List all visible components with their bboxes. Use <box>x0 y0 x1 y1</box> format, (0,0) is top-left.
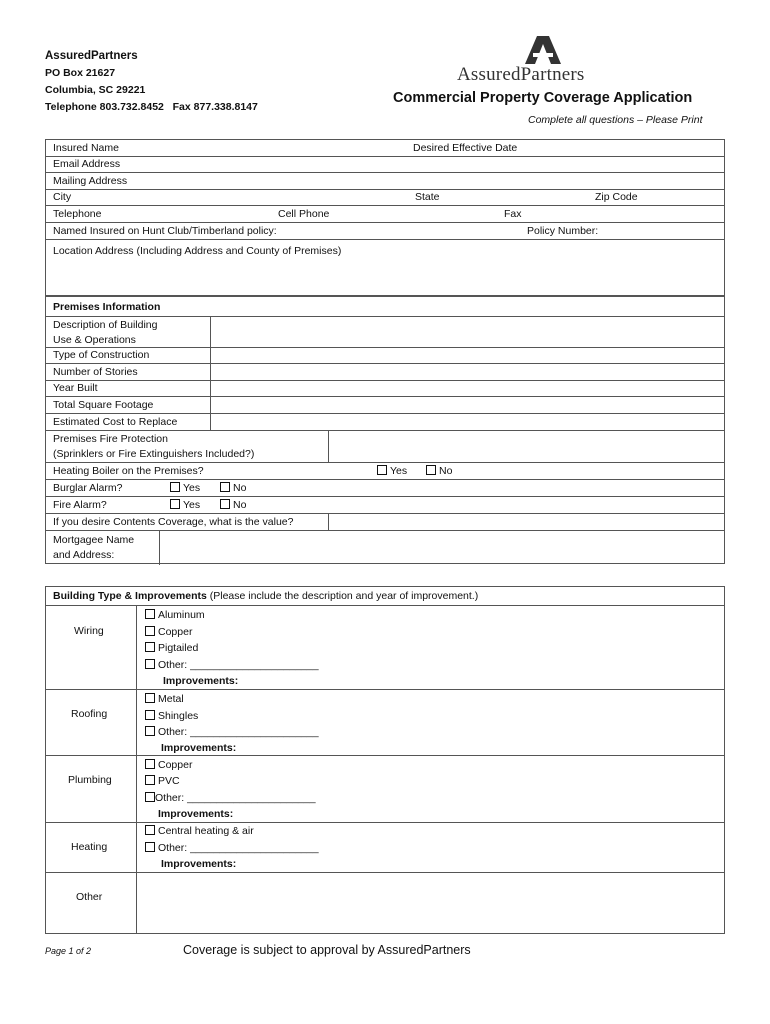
description-label-2: Use & Operations <box>53 334 136 346</box>
company-address-block <box>45 48 258 116</box>
burglar-label: Burglar Alarm? <box>53 482 123 494</box>
stories-row[interactable] <box>46 364 724 381</box>
wiring-option-pigtailed[interactable]: Pigtailed <box>145 642 198 655</box>
insured-name-row[interactable] <box>46 140 724 157</box>
burglar-no[interactable]: No <box>220 482 246 495</box>
building-heading: Building Type & Improvements (Please include the description and year of improvement.) <box>53 590 479 602</box>
mortgagee-label-1: Mortgagee Name <box>53 534 135 546</box>
form-title: Commercial Property Coverage Application <box>393 90 693 106</box>
checkbox-icon[interactable] <box>145 609 155 619</box>
plumbing-row <box>46 756 724 823</box>
checkbox-icon[interactable] <box>145 710 155 720</box>
checkbox-icon[interactable] <box>145 775 155 785</box>
company-po-box: PO Box 21627 <box>45 67 116 79</box>
checkbox-icon[interactable] <box>220 499 230 509</box>
telephone-label: Telephone <box>53 208 102 220</box>
fire-protection-label-1: Premises Fire Protection <box>53 433 168 445</box>
logo-mark-icon <box>523 36 563 66</box>
logo-text: AssuredPartners <box>457 64 585 85</box>
company-phone: Telephone 803.732.8452 Fax 877.338.8147 <box>45 101 258 113</box>
checkbox-icon[interactable] <box>377 465 387 475</box>
checkbox-icon[interactable] <box>145 626 155 636</box>
wiring-option-aluminum[interactable]: Aluminum <box>145 609 205 622</box>
wiring-option-copper[interactable]: Copper <box>145 626 192 639</box>
named-insured-row[interactable] <box>46 223 724 240</box>
checkbox-icon[interactable] <box>145 842 155 852</box>
plumbing-option-copper[interactable]: Copper <box>145 759 192 772</box>
construction-row[interactable] <box>46 348 724 364</box>
policy-number-label: Policy Number: <box>527 225 599 237</box>
cost-row[interactable] <box>46 414 724 431</box>
contents-row[interactable] <box>46 514 724 531</box>
plumbing-label: Plumbing <box>68 774 112 786</box>
fire-alarm-row <box>46 497 724 514</box>
stories-label: Number of Stories <box>53 366 138 378</box>
heating-label: Heating <box>71 841 108 853</box>
mailing-row[interactable] <box>46 173 724 190</box>
fire-alarm-label: Fire Alarm? <box>53 499 107 511</box>
zip-label: Zip Code <box>595 191 638 203</box>
checkbox-icon[interactable] <box>170 499 180 509</box>
footer-note: Coverage is subject to approval by AssuredPartners <box>183 943 471 957</box>
effective-date-label: Desired Effective Date <box>413 142 518 154</box>
other-row[interactable] <box>46 873 724 935</box>
plumbing-improvements-label: Improvements: <box>158 808 234 820</box>
heating-option-central[interactable]: Central heating & air <box>145 825 254 838</box>
description-label-1: Description of Building <box>53 319 158 331</box>
mailing-label: Mailing Address <box>53 175 128 187</box>
company-city: Columbia, SC 29221 <box>45 84 146 96</box>
year-built-row[interactable] <box>46 381 724 397</box>
year-built-label: Year Built <box>53 382 98 394</box>
checkbox-icon[interactable] <box>220 482 230 492</box>
checkbox-icon[interactable] <box>145 726 155 736</box>
premises-heading: Premises Information <box>53 301 161 313</box>
checkbox-icon[interactable] <box>145 693 155 703</box>
roofing-row <box>46 690 724 756</box>
roofing-option-shingles[interactable]: Shingles <box>145 710 198 723</box>
boiler-no[interactable]: No <box>426 465 452 478</box>
contents-label: If you desire Contents Coverage, what is the value? <box>53 516 294 528</box>
mortgagee-label-2: and Address: <box>53 549 115 561</box>
checkbox-icon[interactable] <box>145 642 155 652</box>
sqft-label: Total Square Footage <box>53 399 154 411</box>
checkbox-icon[interactable] <box>145 792 155 802</box>
heating-improvements-label: Improvements: <box>161 858 237 870</box>
fire-alarm-no[interactable]: No <box>220 499 246 512</box>
fire-alarm-yes[interactable]: Yes <box>170 499 200 512</box>
named-insured-label: Named Insured on Hunt Club/Timberland policy: <box>53 225 277 237</box>
email-label: Email Address <box>53 158 121 170</box>
telephone-row[interactable] <box>46 206 724 223</box>
burglar-row <box>46 480 724 497</box>
wiring-improvements-label: Improvements: <box>163 675 239 687</box>
premises-section <box>45 296 725 564</box>
email-row[interactable] <box>46 157 724 173</box>
building-type-section <box>45 586 725 934</box>
page-number: Page 1 of 2 <box>45 946 92 956</box>
city-row[interactable] <box>46 190 724 206</box>
state-label: State <box>415 191 440 203</box>
boiler-row <box>46 463 724 480</box>
heating-row <box>46 823 724 873</box>
boiler-label: Heating Boiler on the Premises? <box>53 465 204 477</box>
burglar-yes[interactable]: Yes <box>170 482 200 495</box>
fax-label: Fax <box>504 208 522 220</box>
mortgagee-row[interactable] <box>46 531 724 565</box>
location-label: Location Address (Including Address and County of Premises) <box>53 245 342 257</box>
checkbox-icon[interactable] <box>426 465 436 475</box>
checkbox-icon[interactable] <box>145 659 155 669</box>
heating-option-other[interactable]: Other: ______________________ <box>145 842 319 855</box>
checkbox-icon[interactable] <box>145 759 155 769</box>
wiring-row <box>46 606 724 690</box>
roofing-improvements-label: Improvements: <box>161 742 237 754</box>
insured-name-label: Insured Name <box>53 142 119 154</box>
construction-label: Type of Construction <box>53 349 150 361</box>
roofing-option-metal[interactable]: Metal <box>145 693 184 706</box>
location-row[interactable] <box>46 240 724 297</box>
roofing-label: Roofing <box>71 708 108 720</box>
form-subtitle: Complete all questions – Please Print <box>528 114 703 126</box>
building-heading-row <box>46 587 724 606</box>
boiler-yes[interactable]: Yes <box>377 465 407 478</box>
plumbing-option-other[interactable]: Other: ______________________ <box>145 792 316 805</box>
insured-info-section <box>45 139 725 296</box>
cost-label: Estimated Cost to Replace <box>53 416 178 428</box>
premises-heading-row <box>46 297 724 317</box>
fire-protection-row[interactable] <box>46 431 724 463</box>
roofing-option-other[interactable]: Other: ______________________ <box>145 726 319 739</box>
plumbing-option-pvc[interactable]: PVC <box>145 775 180 788</box>
description-row[interactable] <box>46 317 724 348</box>
wiring-label: Wiring <box>74 625 104 637</box>
wiring-option-other[interactable]: Other: ______________________ <box>145 659 319 672</box>
checkbox-icon[interactable] <box>145 825 155 835</box>
fire-protection-label-2: (Sprinklers or Fire Extinguishers Included?) <box>53 448 255 460</box>
cell-label: Cell Phone <box>278 208 330 220</box>
checkbox-icon[interactable] <box>170 482 180 492</box>
city-label: City <box>53 191 72 203</box>
company-name: AssuredPartners <box>45 50 138 62</box>
other-label: Other <box>76 891 103 903</box>
sqft-row[interactable] <box>46 397 724 414</box>
